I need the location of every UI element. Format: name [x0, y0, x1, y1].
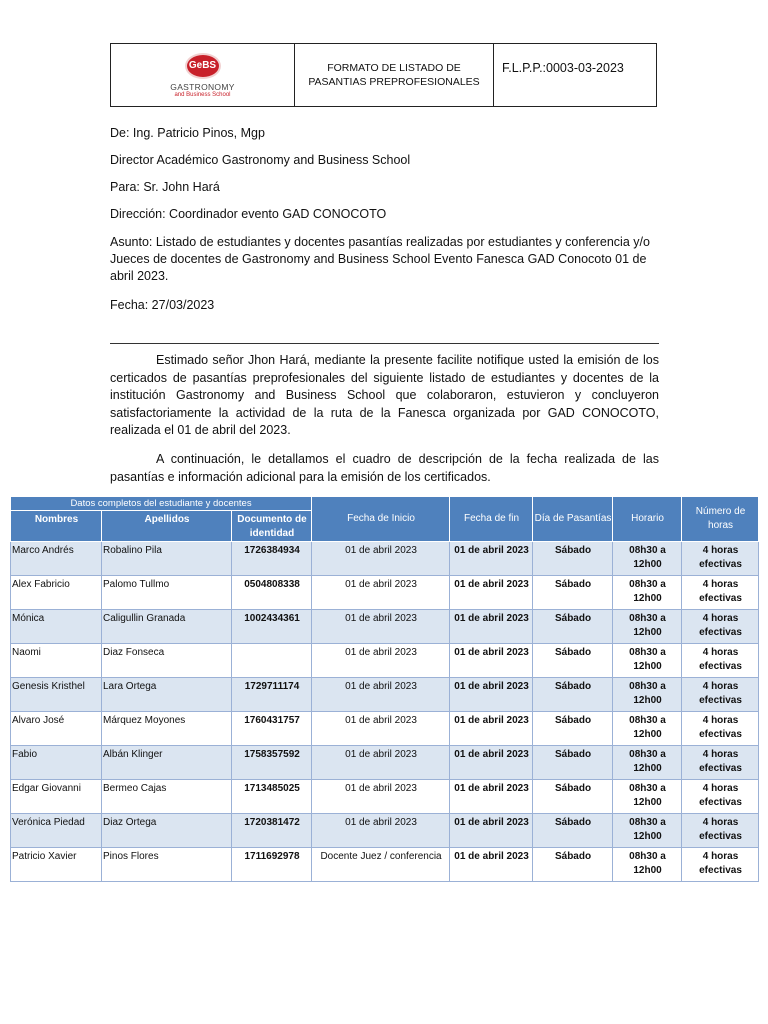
cell-nombres: Verónica Piedad [11, 814, 102, 848]
meta-subject: Asunto: Listado de estudiantes y docentes pasantías realizadas por estudiantes y conferencia y/o Jueces de docentes de Gastronomy and Business School Evento Fanesca GAD Conocoto 01 de abril 2023. [110, 235, 650, 283]
cell-apellidos: Palomo Tullmo [102, 576, 232, 610]
cell-horario: 08h30 a 12h00 [613, 610, 682, 644]
format-code: F.L.P.P.:0003-03-2023 [502, 61, 624, 75]
col-header-inicio: Fecha de Inicio [312, 497, 450, 542]
cell-horas: 4 horas efectivas [682, 576, 759, 610]
cell-apellidos: Lara Ortega [102, 678, 232, 712]
cell-documento: 1711692978 [232, 848, 312, 882]
cell-dia: Sábado [533, 576, 613, 610]
logo-badge: GeBS [185, 53, 221, 79]
cell-apellidos: Bermeo Cajas [102, 780, 232, 814]
cell-fecha-inicio: 01 de abril 2023 [312, 712, 450, 746]
cell-horario: 08h30 a 12h00 [613, 780, 682, 814]
cell-dia: Sábado [533, 678, 613, 712]
cell-fecha-inicio: 01 de abril 2023 [312, 542, 450, 576]
cell-fecha-inicio: 01 de abril 2023 [312, 746, 450, 780]
cell-nombres: Edgar Giovanni [11, 780, 102, 814]
cell-fecha-fin: 01 de abril 2023 [450, 644, 533, 678]
cell-horario: 08h30 a 12h00 [613, 576, 682, 610]
cell-dia: Sábado [533, 746, 613, 780]
cell-dia: Sábado [533, 814, 613, 848]
cell-apellidos: Albán Klinger [102, 746, 232, 780]
cell-horas: 4 horas efectivas [682, 644, 759, 678]
col-header-dia: Día de Pasantías [533, 497, 613, 542]
internship-table [10, 496, 759, 882]
meta-role: Director Académico Gastronomy and Business School [110, 153, 411, 167]
cell-horas: 4 horas efectivas [682, 542, 759, 576]
cell-documento: 0504808338 [232, 576, 312, 610]
cell-fecha-fin: 01 de abril 2023 [450, 678, 533, 712]
table-row [11, 848, 759, 882]
table-row [11, 644, 759, 678]
cell-fecha-fin: 01 de abril 2023 [450, 542, 533, 576]
cell-nombres: Patricio Xavier [11, 848, 102, 882]
cell-fecha-fin: 01 de abril 2023 [450, 746, 533, 780]
cell-fecha-inicio: 01 de abril 2023 [312, 644, 450, 678]
cell-dia: Sábado [533, 780, 613, 814]
cell-apellidos: Diaz Fonseca [102, 644, 232, 678]
cell-dia: Sábado [533, 644, 613, 678]
cell-horario: 08h30 a 12h00 [613, 644, 682, 678]
cell-documento: 1760431757 [232, 712, 312, 746]
cell-horas: 4 horas efectivas [682, 780, 759, 814]
cell-apellidos: Márquez Moyones [102, 712, 232, 746]
cell-fecha-inicio: 01 de abril 2023 [312, 610, 450, 644]
table-row [11, 746, 759, 780]
cell-dia: Sábado [533, 712, 613, 746]
cell-fecha-inicio: 01 de abril 2023 [312, 576, 450, 610]
cell-nombres: Mónica [11, 610, 102, 644]
body-paragraph-2: A continuación, le detallamos el cuadro de descripción de la fecha realizada de las pasantías e información adicional para la emisión de los certificados. [110, 452, 659, 484]
cell-fecha-inicio: Docente Juez / conferencia [312, 848, 450, 882]
cell-fecha-fin: 01 de abril 2023 [450, 712, 533, 746]
cell-documento: 1758357592 [232, 746, 312, 780]
cell-apellidos: Diaz Ortega [102, 814, 232, 848]
cell-documento: 1002434361 [232, 610, 312, 644]
cell-documento: 1729711174 [232, 678, 312, 712]
cell-horas: 4 horas efectivas [682, 712, 759, 746]
cell-fecha-fin: 01 de abril 2023 [450, 848, 533, 882]
meta-address: Dirección: Coordinador evento GAD CONOCOTO [110, 207, 387, 221]
cell-horario: 08h30 a 12h00 [613, 814, 682, 848]
cell-apellidos: Pinos Flores [102, 848, 232, 882]
cell-horas: 4 horas efectivas [682, 814, 759, 848]
cell-dia: Sábado [533, 848, 613, 882]
col-header-nombres: Nombres [11, 511, 102, 542]
cell-documento: 1720381472 [232, 814, 312, 848]
cell-apellidos: Robalino Pila [102, 542, 232, 576]
divider [110, 343, 659, 344]
cell-dia: Sábado [533, 542, 613, 576]
cell-fecha-fin: 01 de abril 2023 [450, 780, 533, 814]
cell-apellidos: Caligullin Granada [102, 610, 232, 644]
cell-horario: 08h30 a 12h00 [613, 678, 682, 712]
body-paragraph-1: Estimado señor Jhon Hará, mediante la presente facilite notifique usted la emisión de los certicados de pasantías preprofesionales del siguiente listado de estudiantes y docentes de la institución Gastronomy and Business School que colaboraron, estuvieron y concluyeron satisfactoriamente la actividad de la ruta de la Fanesca organizada por GAD CONOCOTO, realizada el 01 de abril del 2023. [110, 353, 659, 437]
meta-to: Para: Sr. John Hará [110, 180, 220, 194]
cell-documento: 1726384934 [232, 542, 312, 576]
cell-fecha-inicio: 01 de abril 2023 [312, 780, 450, 814]
table-row [11, 542, 759, 576]
cell-horas: 4 horas efectivas [682, 678, 759, 712]
meta-from: De: Ing. Patricio Pinos, Mgp [110, 126, 265, 140]
meta-date: Fecha: 27/03/2023 [110, 298, 215, 312]
cell-nombres: Alvaro José [11, 712, 102, 746]
cell-dia: Sábado [533, 610, 613, 644]
cell-horario: 08h30 a 12h00 [613, 712, 682, 746]
col-header-horas: Número de horas [682, 497, 759, 542]
table-row [11, 780, 759, 814]
cell-horario: 08h30 a 12h00 [613, 542, 682, 576]
cell-nombres: Fabio [11, 746, 102, 780]
logo-line2: and Business School [174, 91, 231, 98]
col-header-fin: Fecha de fin [450, 497, 533, 542]
col-header-horario: Horario [613, 497, 682, 542]
document-header [110, 43, 657, 107]
format-title: FORMATO DE LISTADO DE PASANTIAS PREPROFESIONALES [295, 44, 494, 106]
school-logo [111, 44, 295, 106]
cell-horario: 08h30 a 12h00 [613, 746, 682, 780]
cell-nombres: Naomi [11, 644, 102, 678]
cell-documento [232, 644, 312, 678]
col-header-apellidos: Apellidos [102, 511, 232, 542]
cell-fecha-inicio: 01 de abril 2023 [312, 814, 450, 848]
cell-fecha-inicio: 01 de abril 2023 [312, 678, 450, 712]
cell-nombres: Marco Andrés [11, 542, 102, 576]
cell-fecha-fin: 01 de abril 2023 [450, 814, 533, 848]
cell-horario: 08h30 a 12h00 [613, 848, 682, 882]
cell-nombres: Alex Fabricio [11, 576, 102, 610]
cell-nombres: Genesis Kristhel [11, 678, 102, 712]
cell-horas: 4 horas efectivas [682, 610, 759, 644]
cell-horas: 4 horas efectivas [682, 848, 759, 882]
table-row [11, 576, 759, 610]
group-header: Datos completos del estudiante y docentes [11, 497, 312, 511]
col-header-documento: Documento de identidad [232, 511, 312, 542]
table-row [11, 814, 759, 848]
table-row [11, 610, 759, 644]
cell-horas: 4 horas efectivas [682, 746, 759, 780]
table-row [11, 712, 759, 746]
table-row [11, 678, 759, 712]
logo-line1: GASTRONOMY [170, 81, 235, 92]
cell-fecha-fin: 01 de abril 2023 [450, 610, 533, 644]
cell-documento: 1713485025 [232, 780, 312, 814]
cell-fecha-fin: 01 de abril 2023 [450, 576, 533, 610]
